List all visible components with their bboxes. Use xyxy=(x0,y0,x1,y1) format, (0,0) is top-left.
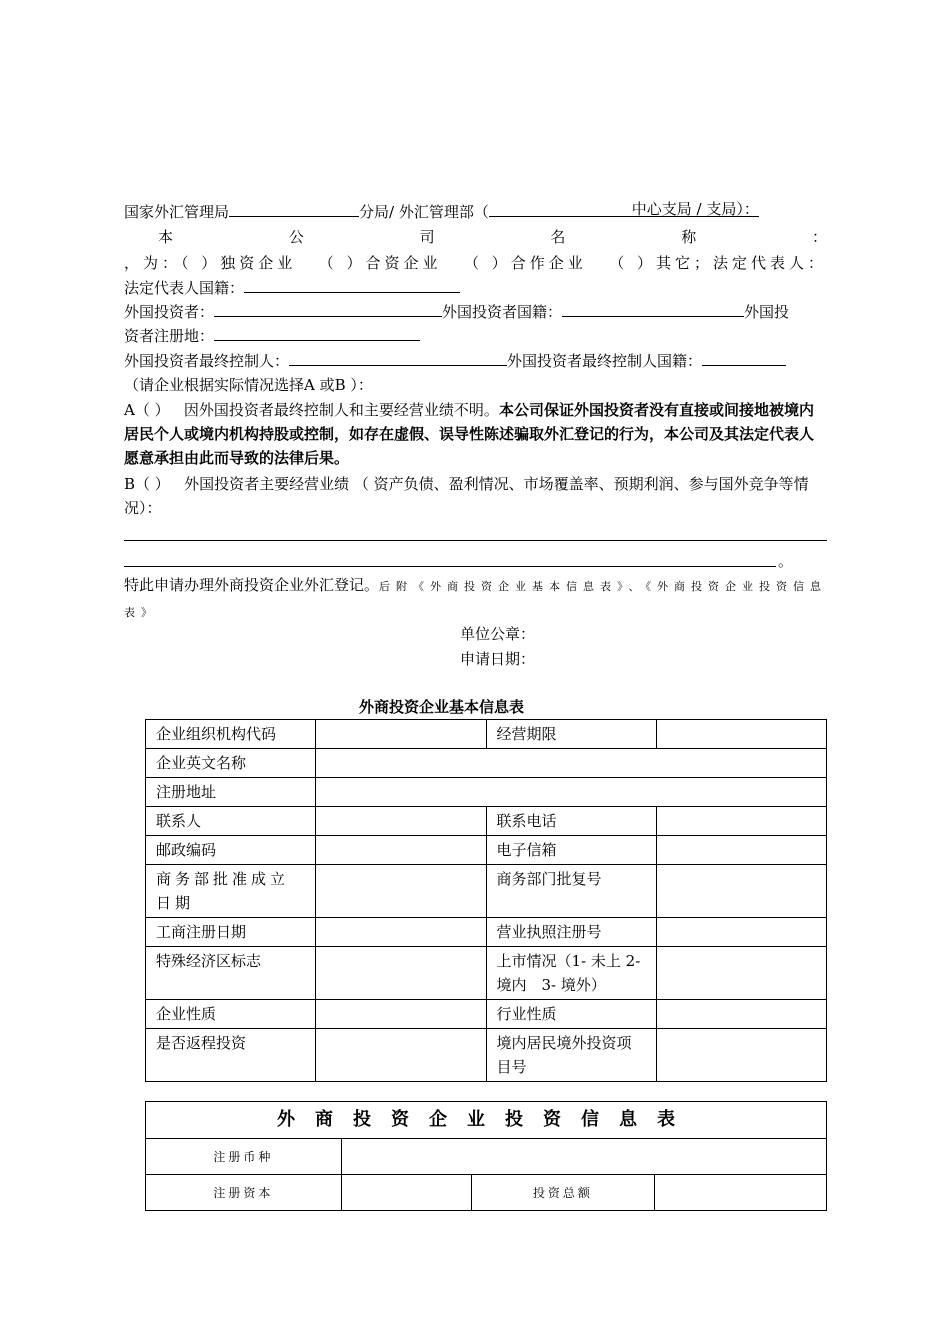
answer-line[interactable] xyxy=(124,540,827,541)
company-name-char: 司 xyxy=(419,228,435,246)
company-name-char: 公 xyxy=(288,228,304,246)
choose-note: （请企业根据实际情况选择A 或B ）： xyxy=(124,376,373,394)
answer-line[interactable] xyxy=(124,566,776,567)
basic-info-table xyxy=(145,719,827,1082)
row-label: 工商注册日期 xyxy=(146,918,316,947)
value-cell[interactable] xyxy=(656,865,826,918)
table-row xyxy=(146,836,827,865)
row-label: 联系人 xyxy=(146,807,316,836)
value-cell[interactable] xyxy=(316,1029,486,1082)
center-branch-blank[interactable] xyxy=(489,200,759,217)
table-row xyxy=(146,1000,827,1029)
table-row xyxy=(146,778,827,807)
value-cell[interactable] xyxy=(316,720,486,749)
header-prefix: 国家外汇管理局 xyxy=(124,203,230,221)
type-sole[interactable]: ，为：（ ）独资企业 xyxy=(124,254,297,272)
table-row xyxy=(146,1175,827,1211)
value-cell[interactable] xyxy=(656,836,826,865)
option-a-text: 因外国投资者最终控制人和主要经营业绩不明。 xyxy=(183,401,499,419)
row-label: 企业英文名称 xyxy=(146,749,316,778)
value-cell[interactable] xyxy=(316,865,486,918)
investor-reg-label: 资者注册地： xyxy=(124,327,215,345)
apply-main: 特此申请办理外商投资企业外汇登记。 xyxy=(124,576,380,594)
seal-label: 单位公章： xyxy=(460,625,536,643)
legal-rep-line xyxy=(124,276,460,299)
value-cell[interactable] xyxy=(656,1000,826,1029)
row-label: 行业性质 xyxy=(486,1000,656,1029)
investor-reg-prefix: 外国投 xyxy=(744,303,790,321)
legal-rep-nationality-label: 法定代表人国籍： xyxy=(124,279,245,297)
invest-table-title: 外商投资企业投资信息表 xyxy=(146,1102,827,1139)
table-row xyxy=(146,947,827,1000)
option-b-checkbox[interactable]: B（ ） xyxy=(124,475,170,493)
value-cell[interactable] xyxy=(656,807,826,836)
legal-rep-nationality-blank[interactable] xyxy=(244,276,460,293)
value-cell[interactable] xyxy=(316,749,827,778)
row-label: 电子信箱 xyxy=(486,836,656,865)
table-row xyxy=(146,918,827,947)
branch-blank[interactable] xyxy=(229,200,359,217)
controller-nationality-blank[interactable] xyxy=(702,349,786,366)
table-row xyxy=(146,1102,827,1139)
option-a-declaration: 本公司保证外国投资者没有直接或间接地被境内居民个人或境内机构持股或控制，如存在虚假、误导性陈述骗取外汇登记的行为，本公司及其法定代表人愿意承担由此而导致的法律后果。 xyxy=(124,401,815,467)
company-name-line xyxy=(124,226,827,247)
value-cell[interactable] xyxy=(316,807,486,836)
type-coop[interactable]: （ ）合作企业 xyxy=(463,254,587,272)
value-cell[interactable] xyxy=(316,1000,486,1029)
center-branch-label: 中心支局 / 支局）： xyxy=(631,200,759,218)
table-row xyxy=(146,1139,827,1175)
company-name-char: 名 xyxy=(550,228,566,246)
company-name-char: 本 xyxy=(158,228,174,246)
basic-table-title: 外商投资企业基本信息表 xyxy=(359,698,525,716)
type-other[interactable]: （ ）其它；法定代表人： xyxy=(609,254,827,272)
apply-date-label: 申请日期： xyxy=(460,650,536,668)
option-b xyxy=(124,472,827,520)
investor-reg-line xyxy=(124,324,420,347)
value-cell[interactable] xyxy=(341,1175,471,1211)
company-name-char: ： xyxy=(811,228,827,246)
row-label: 上市情况（1- 未上 2- 境内 3- 境外） xyxy=(486,947,656,1000)
row-label: 特殊经济区标志 xyxy=(146,947,316,1000)
value-cell[interactable] xyxy=(656,947,826,1000)
value-cell[interactable] xyxy=(341,1139,826,1175)
value-cell[interactable] xyxy=(316,778,827,807)
controller-line xyxy=(124,349,786,372)
investor-nationality-blank[interactable] xyxy=(562,300,744,317)
header-mid: 分局/ 外汇管理部（ xyxy=(359,203,489,221)
reg-currency-label: 注册币种 xyxy=(146,1139,342,1175)
controller-blank[interactable] xyxy=(289,349,507,366)
table-row xyxy=(146,749,827,778)
apply-attachments: 后附《外商投资企业基本信息表》、《外商投资企业投资信息表》 xyxy=(124,580,828,619)
row-label: 企业组织机构代码 xyxy=(146,720,316,749)
investor-blank[interactable] xyxy=(214,300,442,317)
value-cell[interactable] xyxy=(655,1175,827,1211)
value-cell[interactable] xyxy=(316,918,486,947)
total-investment-label: 投资总额 xyxy=(471,1175,655,1211)
row-label: 注册地址 xyxy=(146,778,316,807)
controller-nationality-label: 外国投资者最终控制人国籍： xyxy=(507,352,703,370)
value-cell[interactable] xyxy=(656,1029,826,1082)
table-row xyxy=(146,865,827,918)
row-label: 营业执照注册号 xyxy=(486,918,656,947)
option-a-checkbox[interactable]: A（ ） xyxy=(124,401,170,419)
investment-info-table xyxy=(145,1101,827,1211)
investor-reg-blank[interactable] xyxy=(214,324,420,341)
row-label: 商务部门批复号 xyxy=(486,865,656,918)
table-row xyxy=(146,807,827,836)
row-label: 邮政编码 xyxy=(146,836,316,865)
company-name-char: 称 xyxy=(681,228,697,246)
value-cell[interactable] xyxy=(656,720,826,749)
header-line xyxy=(124,200,759,223)
enterprise-type-line xyxy=(124,252,827,273)
row-label: 是否返程投资 xyxy=(146,1029,316,1082)
value-cell[interactable] xyxy=(316,947,486,1000)
row-label: 企业性质 xyxy=(146,1000,316,1029)
option-b-text: 外国投资者主要经营业绩 （ 资产负债、盈利情况、市场覆盖率、预期利润、参与国外竞争等情况）： xyxy=(124,475,809,517)
value-cell[interactable] xyxy=(316,836,486,865)
table-row xyxy=(146,720,827,749)
apply-line xyxy=(124,573,827,625)
row-label: 境内居民境外投资项目号 xyxy=(486,1029,656,1082)
row-label: 联系电话 xyxy=(486,807,656,836)
row-label: 经营期限 xyxy=(486,720,656,749)
table-row xyxy=(146,1029,827,1082)
value-cell[interactable] xyxy=(656,918,826,947)
type-joint[interactable]: （ ）合资企业 xyxy=(318,254,442,272)
investor-line xyxy=(124,300,789,323)
period-mark: 。 xyxy=(778,552,794,570)
reg-capital-label: 注册资本 xyxy=(146,1175,342,1211)
option-a xyxy=(124,398,827,470)
row-label: 商务部批准成立日期 xyxy=(146,865,316,918)
controller-label: 外国投资者最终控制人： xyxy=(124,352,290,370)
investor-label: 外国投资者： xyxy=(124,303,215,321)
investor-nationality-label: 外国投资者国籍： xyxy=(442,303,563,321)
